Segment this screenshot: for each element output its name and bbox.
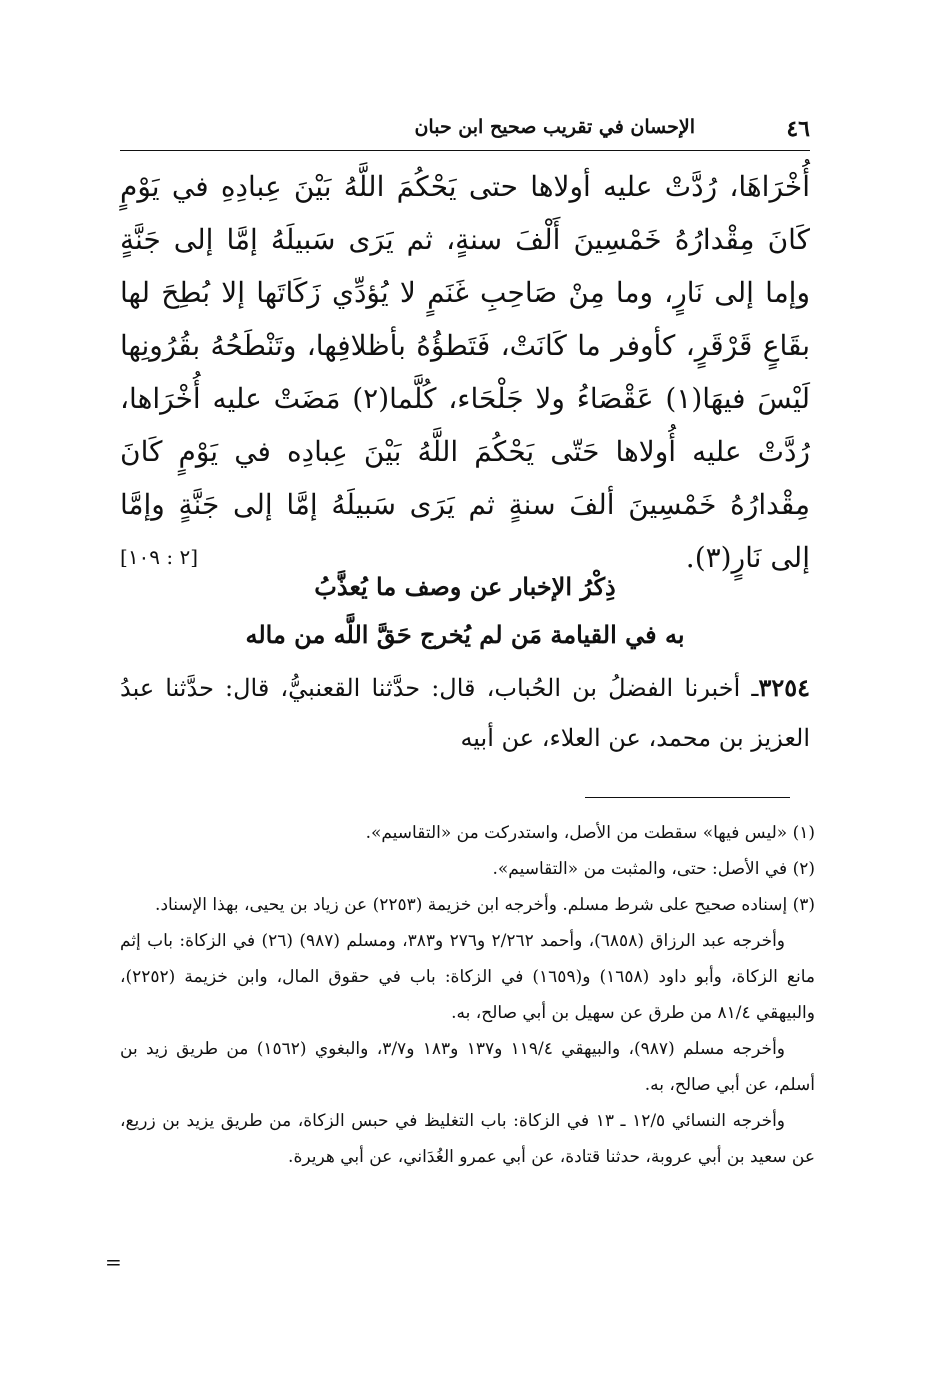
page-number: ٤٦ [786, 116, 810, 142]
section-heading-line1: ذِكْرُ الإخبار عن وصف ما يُعذَّبُ [314, 572, 616, 601]
footnote-3-para-4: وأخرجه النسائي ١٢/٥ ـ ١٣ في الزكاة: باب التغليظ في حبس الزكاة، من طريق يزيد بن زريع، عن سعيد بن أبي عروبة، حدثنا قتادة، عن أبي عمرو الغُدَاني، عن أبي هريرة. [120, 1111, 815, 1167]
footnote-3-para-3: وأخرجه مسلم (٩٨٧)، والبيهقي ١١٩/٤ و١٣٧ و١٨٣ و٣/٧، والبغوي (١٥٦٢) من طريق زيد بن أسلم، عن أبي صالح، به. [120, 1039, 815, 1095]
reference-number: [٢ : ١٠٩] [120, 545, 199, 569]
page-header [120, 110, 810, 151]
footnote-1: (١) «ليس فيها» سقطت من الأصل، واستدركت من «التقاسيم». [365, 823, 815, 843]
hadith-number: ٣٢٥٤ [758, 673, 810, 702]
section-heading [120, 563, 810, 659]
running-title: الإحسان في تقريب صحيح ابن حبان [414, 116, 695, 138]
main-text [120, 160, 810, 584]
footnote-divider [585, 797, 790, 798]
section-heading-line2: به في القيامة مَن لم يُخرج حَقَّ اللَّه من ماله [245, 620, 685, 649]
footnote-2: (٢) في الأصل: حتى، والمثبت من «التقاسيم». [492, 859, 815, 879]
hadith-body: أُخْرَاهَا، رُدَّتْ عليه أولاها حتى يَحْكُمَ اللَّهُ بَيْنَ عِبادِهِ في يَوْمٍ كَانَ مِقْدارُهُ خَمْسِينَ أَلْفَ سنةٍ، ثم يَرَى سَبيلَهُ إمَّا إلى جَنَّةٍ وإما إلى نَارٍ، وما مِنْ صَاحِبِ غَنَمٍ لا يُؤدِّي زَكَاتَها إلا بُطِحَ لها بقَاعٍ قَرْقَرٍ، كأوفر ما كَانَتْ، فَتَطؤُهُ بأظلافِها، وتَنْطَحُهُ بقُرُونِها لَيْسَ فيهَا(١) عَقْصَاءُ ولا جَلْحَاء، كُلَّما(٢) مَضَتْ عليه أُخْرَاها، رُدَّتْ عليه أُولاها حَتّى يَحْكُمَ اللَّهُ بَيْنَ عِبادِه في يَوْمٍ كَانَ مِقْدارُهُ خَمْسِينَ ألفَ سنةٍ ثم يَرَى سَبيلَهُ إمَّا إلى جَنَّةٍ وإمَّا إلى نَارٍ(٣). [120, 170, 811, 574]
footnote-3: (٣) إسناده صحيح على شرط مسلم. وأخرجه ابن خزيمة (٢٢٥٣) عن زياد بن يحيى، بهذا الإسناد. [155, 895, 815, 915]
hadith-continuation [120, 160, 810, 584]
continuation-mark: = [105, 1250, 122, 1274]
footnote-3-para-2: وأخرجه عبد الرزاق (٦٨٥٨)، وأحمد ٢/٢٦٢ و٢٧٦ و٣٨٣، ومسلم (٩٨٧) (٢٦) في الزكاة: باب إثم مانع الزكاة، وأبو داود (١٦٥٨) و(١٦٥٩) في الزكاة: باب في حقوق المال، وابن خزيمة (٢٢٥٢)، والبيهقي ٨١/٤ من طرق عن سهيل بن أبي صالح، به. [120, 931, 815, 1023]
footnotes [120, 815, 815, 1175]
hadith-paragraph [120, 663, 810, 763]
hadith-text: ـ أخبرنا الفضلُ بن الحُباب، قال: حدَّثنا القعنبيُّ، قال: حدَّثنا عبدُ العزيز بن محمد، عن العلاء، عن أبيه [120, 674, 810, 752]
